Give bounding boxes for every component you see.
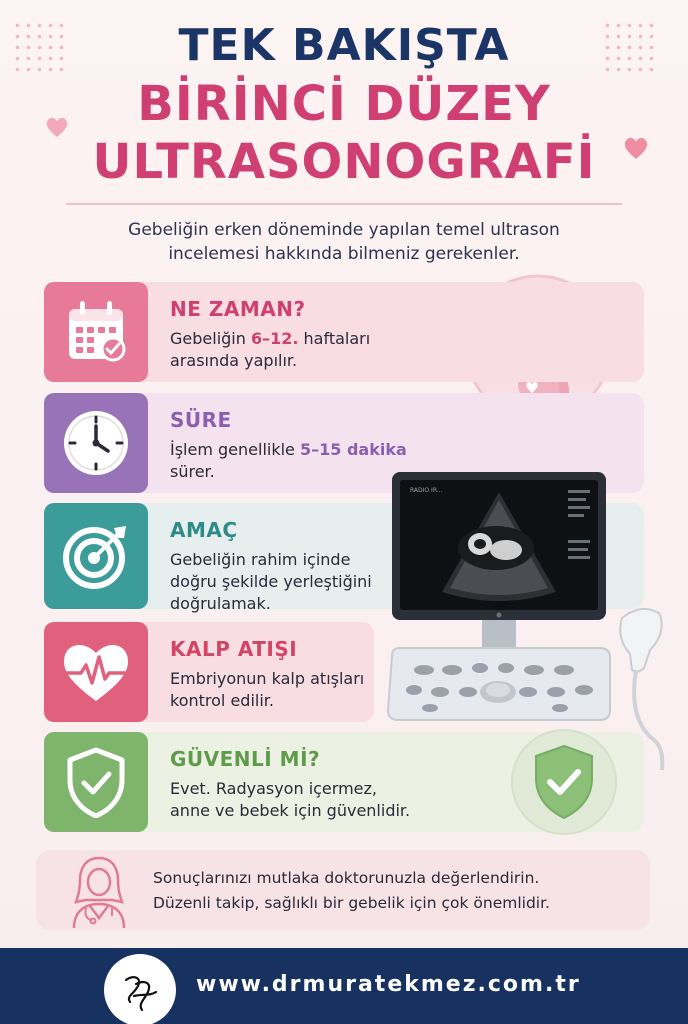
- row-title-duration: SÜRE: [170, 408, 232, 432]
- row-title-heartbeat: KALP ATIŞI: [170, 637, 298, 661]
- note-text: [153, 866, 550, 916]
- title-line-3: ULTRASONOGRAFİ: [92, 134, 596, 190]
- heartbeat-icon: [59, 639, 133, 705]
- signature-logo-mark: [116, 966, 164, 1014]
- info-row-heartbeat: [44, 622, 374, 722]
- website-link[interactable]: www.drmuratekmez.com.tr: [196, 972, 581, 997]
- shield-check-icon: [64, 746, 128, 818]
- row-text-safety: Evet. Radyasyon içermez, anne ve bebek için güvenlidir.: [170, 779, 411, 820]
- subtitle-line-1: Gebeliğin erken döneminde yapılan temel ultrason: [128, 220, 560, 240]
- ultrasound-machine-icon: [384, 470, 676, 770]
- icon-tile-heartbeat: [44, 622, 148, 722]
- icon-tile-purpose: [44, 503, 148, 609]
- note-line-2: Düzenli takip, sağlıklı bir gebelik için çok önemlidir.: [153, 894, 550, 912]
- target-icon: [60, 520, 132, 592]
- screen-header-text: RADIO IR...: [410, 487, 443, 494]
- row-text-when: Gebeliğin 6–12. haftaları arasında yapılır.: [170, 329, 371, 370]
- subtitle-line-2: incelemesi hakkında bilmeniz gerekenler.: [168, 244, 520, 264]
- row-title-purpose: AMAÇ: [170, 518, 238, 542]
- row-title-safety: GÜVENLİ Mİ?: [170, 747, 321, 771]
- note-line-1: Sonuçlarınızı mutlaka doktorunuzla değerlendirin.: [153, 869, 540, 887]
- row-text-duration: İşlem genellikle 5–15 dakika sürer.: [170, 440, 407, 481]
- row-title-when: NE ZAMAN?: [170, 297, 306, 321]
- icon-tile-when: [44, 282, 148, 382]
- calendar-check-icon: [61, 297, 131, 367]
- row-text-purpose: Gebeliğin rahim içinde doğru şekilde yerleştiğini doğrulamak.: [170, 550, 372, 613]
- title-line-1: TEK BAKIŞTA: [178, 20, 510, 71]
- female-doctor-icon: [66, 854, 132, 928]
- subtitle: [0, 218, 688, 266]
- title-line-2: BİRİNCİ DÜZEY: [137, 76, 551, 132]
- row-text-heartbeat: Embriyonun kalp atışları kontrol edilir.: [170, 669, 365, 710]
- signature-logo[interactable]: [104, 954, 176, 1024]
- info-row-when: [44, 282, 644, 382]
- icon-tile-safety: [44, 732, 148, 832]
- title-divider: [66, 203, 622, 205]
- doctor-note: [36, 850, 650, 930]
- clock-icon: [60, 407, 132, 479]
- icon-tile-duration: [44, 393, 148, 493]
